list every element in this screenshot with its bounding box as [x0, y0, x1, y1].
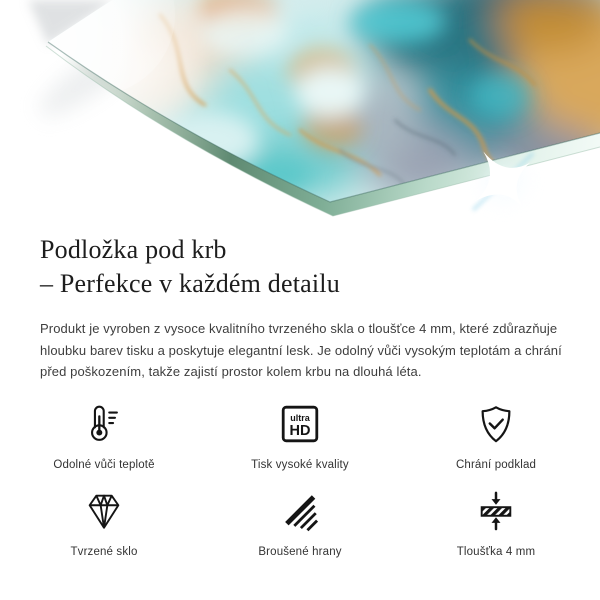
product-description: Produkt je vyroben z vysoce kvalitního tvrzeného skla o tloušťce 4 mm, které zdůrazňuje hloubku barev tisku a poskytuje elegantní lesk. Je odolný vůči vysokým teplotám a chrání před poškozením, takže zajistí prostor kolem krbu na dlouhá léta.	[40, 321, 562, 379]
svg-text:ultra: ultra	[290, 413, 310, 423]
svg-text:HD: HD	[289, 423, 311, 439]
shield-check-icon	[475, 401, 517, 447]
feature-label: Chrání podklad	[455, 459, 537, 471]
diamond-icon	[82, 488, 126, 534]
feature-label: Broušené hrany	[258, 546, 342, 558]
thickness-icon	[475, 488, 517, 534]
feature-tempered-glass	[0, 488, 208, 558]
feature-thickness	[392, 488, 600, 558]
feature-label: Tloušťka 4 mm	[456, 546, 536, 558]
features-grid	[0, 401, 600, 558]
feature-polished-edges	[208, 488, 392, 558]
content-section	[40, 233, 575, 383]
feature-label: Tvrzené sklo	[70, 546, 138, 558]
page-title	[40, 233, 575, 301]
hero-product-image	[0, 0, 600, 232]
polished-edge-icon	[279, 488, 321, 534]
page-title-line2: – Perfekce v každém detailu	[40, 269, 340, 298]
ultra-hd-icon	[281, 401, 319, 447]
feature-label: Tisk vysoké kvality	[251, 459, 349, 471]
feature-heat-resistant	[0, 401, 208, 471]
feature-print-quality	[208, 401, 392, 471]
glass-panel-illustration	[0, 0, 600, 232]
feature-label: Odolné vůči teplotě	[53, 459, 155, 471]
thermometer-icon	[83, 401, 125, 447]
feature-protects-base	[392, 401, 600, 471]
page-title-line1: Podložka pod krb	[40, 235, 227, 264]
